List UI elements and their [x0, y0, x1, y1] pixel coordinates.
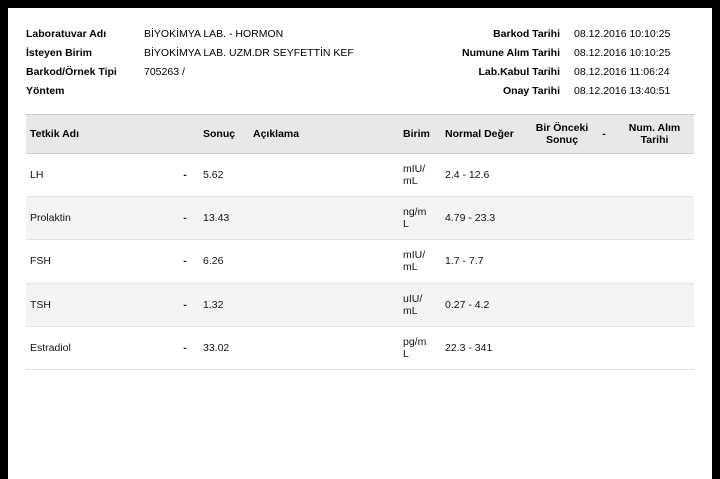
- cell-unit-top: mIU/: [403, 249, 426, 262]
- sample-collection-date-label: Numune Alım Tarihi: [461, 47, 560, 59]
- cell-test-name: TSH: [26, 283, 171, 326]
- table-row: [26, 154, 694, 197]
- cell-unit-top: ng/m: [403, 206, 427, 219]
- approval-date-label: Onay Tarihi: [503, 85, 560, 97]
- cell-unit: [399, 154, 441, 197]
- header-right-column: [394, 28, 684, 104]
- cell-unit: [399, 283, 441, 326]
- cell-previous-result: [531, 197, 593, 240]
- cell-sample-date: [615, 240, 694, 283]
- requesting-unit-value: BİYOKİMYA LAB. UZM.DR SEYFETTİN KEF: [144, 47, 354, 59]
- cell-unit-bottom: mL: [403, 175, 418, 188]
- cell-result: 1.32: [199, 283, 249, 326]
- cell-unit: [399, 326, 441, 369]
- header-left-column: [26, 28, 446, 104]
- table-body: [26, 154, 694, 370]
- table-header-row: [26, 115, 694, 154]
- cell-unit: [399, 197, 441, 240]
- column-header-flag: [171, 115, 199, 154]
- cell-previous-result: [531, 283, 593, 326]
- cell-sample-date: [615, 283, 694, 326]
- method-label: Yöntem: [26, 85, 65, 97]
- cell-flag: -: [171, 154, 199, 197]
- cell-separator: [593, 283, 615, 326]
- cell-result: 33.02: [199, 326, 249, 369]
- cell-description: [249, 197, 399, 240]
- cell-test-name: Prolaktin: [26, 197, 171, 240]
- lab-acceptance-date-label: Lab.Kabul Tarihi: [478, 66, 560, 78]
- cell-result: 5.62: [199, 154, 249, 197]
- header-row-requesting-unit: [26, 47, 446, 66]
- cell-flag: -: [171, 240, 199, 283]
- cell-normal-value: 0.27 - 4.2: [441, 283, 531, 326]
- cell-normal-value: 22.3 - 341: [441, 326, 531, 369]
- cell-sample-date: [615, 326, 694, 369]
- cell-separator: [593, 240, 615, 283]
- cell-separator: [593, 326, 615, 369]
- cell-separator: [593, 154, 615, 197]
- barcode-date-value: 08.12.2016 10:10:25: [574, 28, 671, 40]
- table-row: [26, 240, 694, 283]
- approval-date-value: 08.12.2016 13:40:51: [574, 85, 671, 97]
- sample-collection-date-value: 08.12.2016 10:10:25: [574, 47, 671, 59]
- cell-description: [249, 154, 399, 197]
- column-header-unit: Birim: [399, 115, 441, 154]
- cell-sample-date: [615, 197, 694, 240]
- header-row-barcode-date: [394, 28, 684, 47]
- cell-flag: -: [171, 283, 199, 326]
- cell-test-name: LH: [26, 154, 171, 197]
- cell-sample-date: [615, 154, 694, 197]
- cell-previous-result: [531, 326, 593, 369]
- cell-test-name: Estradiol: [26, 326, 171, 369]
- report-header: [26, 28, 694, 106]
- cell-result: 6.26: [199, 240, 249, 283]
- header-row-barcode-sample-type: [26, 66, 446, 85]
- table-row: [26, 283, 694, 326]
- column-header-test-name: Tetkik Adı: [26, 115, 171, 154]
- laboratory-name-value: BİYOKİMYA LAB. - HORMON: [144, 28, 284, 40]
- cell-description: [249, 240, 399, 283]
- cell-unit-bottom: mL: [403, 261, 418, 274]
- cell-unit-top: pg/m: [403, 335, 427, 348]
- column-header-previous-result: Bir Önceki Sonuç: [531, 115, 593, 154]
- barcode-sample-type-label: Barkod/Örnek Tipi: [26, 66, 117, 78]
- column-header-normal-value: Normal Değer: [441, 115, 531, 154]
- requesting-unit-label: İsteyen Birim: [26, 47, 92, 59]
- column-header-description: Açıklama: [249, 115, 399, 154]
- cell-previous-result: [531, 240, 593, 283]
- header-row-laboratory: [26, 28, 446, 47]
- cell-description: [249, 283, 399, 326]
- barcode-sample-type-value: 705263 /: [144, 66, 185, 78]
- cell-test-name: FSH: [26, 240, 171, 283]
- column-header-separator: -: [593, 115, 615, 154]
- cell-flag: -: [171, 326, 199, 369]
- cell-unit-bottom: mL: [403, 304, 418, 317]
- cell-result: 13.43: [199, 197, 249, 240]
- header-row-lab-acceptance-date: [394, 66, 684, 85]
- report-page: [8, 8, 712, 479]
- header-row-method: [26, 85, 446, 104]
- cell-unit-top: uIU/: [403, 292, 423, 305]
- cell-unit: [399, 240, 441, 283]
- cell-separator: [593, 197, 615, 240]
- column-header-result: Sonuç: [199, 115, 249, 154]
- cell-previous-result: [531, 154, 593, 197]
- cell-unit-bottom: L: [403, 347, 409, 360]
- cell-normal-value: 4.79 - 23.3: [441, 197, 531, 240]
- header-row-approval-date: [394, 85, 684, 104]
- cell-normal-value: 2.4 - 12.6: [441, 154, 531, 197]
- table-row: [26, 197, 694, 240]
- table-row: [26, 326, 694, 369]
- cell-flag: -: [171, 197, 199, 240]
- header-row-sample-collection-date: [394, 47, 684, 66]
- results-table: [26, 114, 694, 370]
- column-header-sample-date: Num. Alım Tarihi: [615, 115, 694, 154]
- barcode-date-label: Barkod Tarihi: [493, 28, 560, 40]
- cell-normal-value: 1.7 - 7.7: [441, 240, 531, 283]
- cell-unit-top: mIU/: [403, 163, 426, 176]
- lab-acceptance-date-value: 08.12.2016 11:06:24: [574, 66, 670, 78]
- cell-description: [249, 326, 399, 369]
- laboratory-name-label: Laboratuvar Adı: [26, 28, 107, 40]
- cell-unit-bottom: L: [403, 218, 409, 231]
